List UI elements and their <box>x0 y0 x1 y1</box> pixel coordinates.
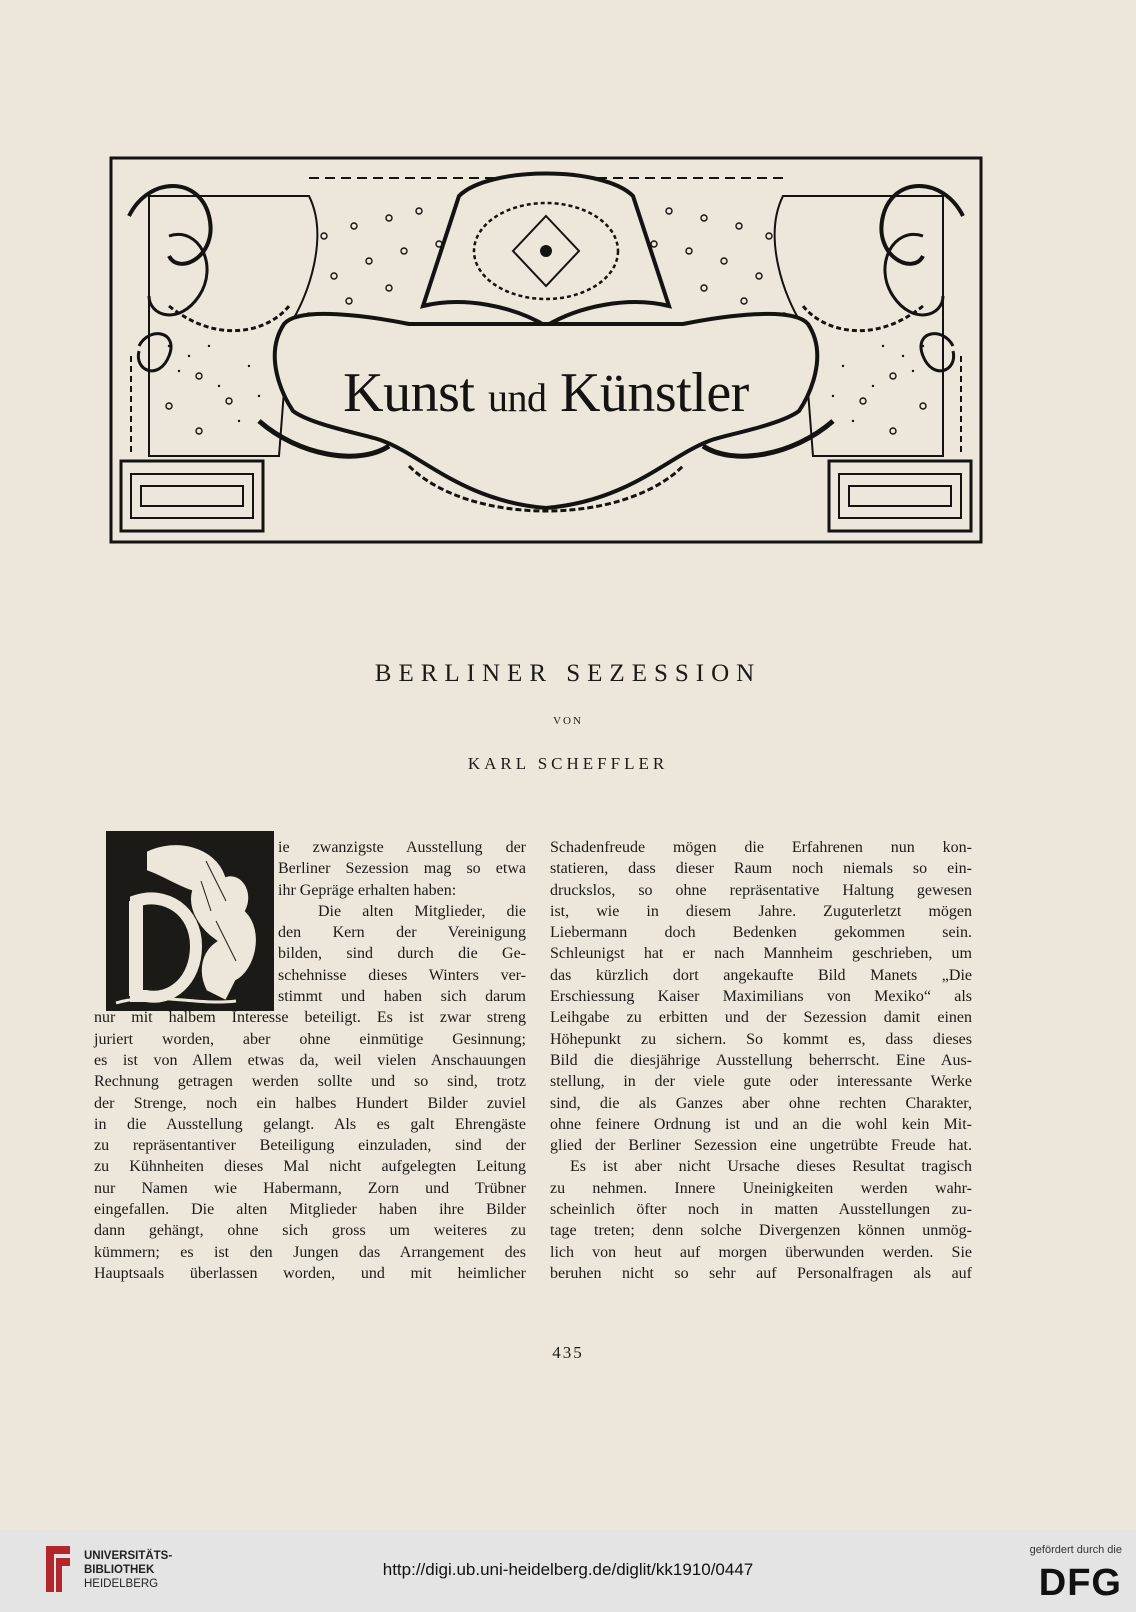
author-name: KARL SCHEFFLER <box>467 754 669 773</box>
text-line: das kürzlich dort angekaufte Bild Manets „Die <box>550 966 972 984</box>
text-line: Die alten Mitglieder, die <box>318 902 526 920</box>
title-und: und <box>487 375 547 420</box>
text-line: stellung, in der viele gute oder interessante Werke <box>550 1073 972 1091</box>
text-line: es ist von Allem etwas da, weil vielen Anschauungen <box>94 1051 526 1069</box>
header-ornament <box>109 156 983 544</box>
funded-by-label: gefördert durch die <box>1029 1544 1122 1556</box>
text-line: sind, die als Ganzes aber ohne rechten Charakter, <box>550 1094 972 1112</box>
title-kunst: Kunst <box>343 362 475 424</box>
text-column-right <box>550 837 972 1284</box>
text-line: ist, wie in diesem Jahre. Zuguterletzt mögen <box>550 902 972 920</box>
library-line: BIBLIOTHEK <box>84 1564 155 1576</box>
text-line: Schadenfreude mögen die Erfahrenen nun kon- <box>550 839 972 856</box>
text-line: zu repräsentantiver Beteiligung einzuladen, sind der <box>94 1137 526 1155</box>
dfg-logo[interactable]: DFG <box>1038 1562 1122 1604</box>
text-line: statieren, dass dieser Raum noch niemals so ein- <box>550 860 972 878</box>
text-line: juriert worden, aber ohne einmütige Gesinnung; <box>94 1030 526 1048</box>
text-line: Rechnung getragen werden sollte und so sind, trotz <box>94 1073 526 1091</box>
text-line: Liebermann doch Bedenken gekommen sein. <box>550 924 972 942</box>
text-column-left <box>94 837 526 1284</box>
page-number: 435 <box>552 1343 584 1362</box>
text-line: den Kern der Vereinigung <box>278 924 526 942</box>
text-line: stimmt und haben sich darum <box>278 988 526 1006</box>
article-title: BERLINER SEZESSION <box>374 660 762 687</box>
text-line: nur mit halbem Interesse beteiligt. Es ist zwar streng <box>94 1009 526 1027</box>
ornament-illustration <box>109 156 983 544</box>
text-line: Leihgabe zu erbitten und der Sezession damit einen <box>550 1009 972 1027</box>
library-line: HEIDELBERG <box>84 1578 159 1590</box>
text-line: lich von heut auf morgen überwunden werden. Sie <box>550 1243 972 1261</box>
text-line: zu Kühnheiten dieses Mal nicht aufgelegten Leitung <box>94 1158 526 1176</box>
text-line: Es ist aber nicht Ursache dieses Resultat tragisch <box>570 1158 972 1176</box>
byline-von: VON <box>553 715 583 727</box>
permalink-url[interactable]: http://digi.ub.uni-heidelberg.de/diglit/kk1910/0447 <box>382 1560 754 1579</box>
text-line: der Strenge, noch ein halbes Hundert Bilder zuviel <box>94 1094 526 1112</box>
title-kuenstler: Künstler <box>559 362 749 424</box>
text-line: beruhen nicht so sehr auf Personalfragen als auf <box>550 1264 972 1282</box>
text-line: bilden, sind durch die Ge- <box>278 945 526 963</box>
text-line: Erschiessung Kaiser Maximilians von Mexiko“ als <box>550 988 972 1006</box>
text-line: Bild die diesjährige Ausstellung beherrscht. Eine Aus- <box>550 1051 972 1069</box>
text-line: eingefallen. Die alten Mitglieder haben ihre Bilder <box>94 1201 526 1219</box>
library-line: UNIVERSITÄTS- <box>84 1550 173 1562</box>
text-line: Schleunigst hat er nach Mannheim geschrieben, um <box>550 945 972 963</box>
text-line: kümmern; es ist den Jungen das Arrangement des <box>94 1243 526 1261</box>
text-line: schehnisse dieses Winters ver- <box>278 966 526 984</box>
text-line: druckslos, so ohne repräsentative Haltung gewesen <box>550 881 972 899</box>
text-line: Hauptsaals überlassen worden, und mit heimlicher <box>94 1264 526 1282</box>
text-line: nur Namen wie Habermann, Zorn und Trübner <box>94 1179 526 1197</box>
text-line: ie zwanzigste Ausstellung der <box>278 839 526 856</box>
text-line: glied der Berliner Sezession eine ungetrübte Freude hat. <box>550 1137 972 1155</box>
text-line: ohne feinere Ordnung ist und an die wohl kein Mit- <box>550 1115 972 1133</box>
text-line: ihr Gepräge erhalten haben: <box>278 881 457 899</box>
text-line: in die Ausstellung gelangt. Als es galt Ehrengäste <box>94 1115 526 1133</box>
text-line: zu nehmen. Innere Uneinigkeiten werden wahr- <box>550 1179 972 1197</box>
magazine-title <box>109 361 983 425</box>
text-line: Höhepunkt zu sichern. So kommt es, dass dieses <box>550 1030 972 1048</box>
text-line: scheinlich öfter noch in matten Ausstellungen zu- <box>550 1201 972 1219</box>
text-line: Berliner Sezession mag so etwa <box>278 860 526 878</box>
text-line: tage treten; denn solche Divergenzen können unmög- <box>550 1222 972 1240</box>
text-line: dann gehängt, ohne sich gross um weiteres zu <box>94 1222 526 1240</box>
